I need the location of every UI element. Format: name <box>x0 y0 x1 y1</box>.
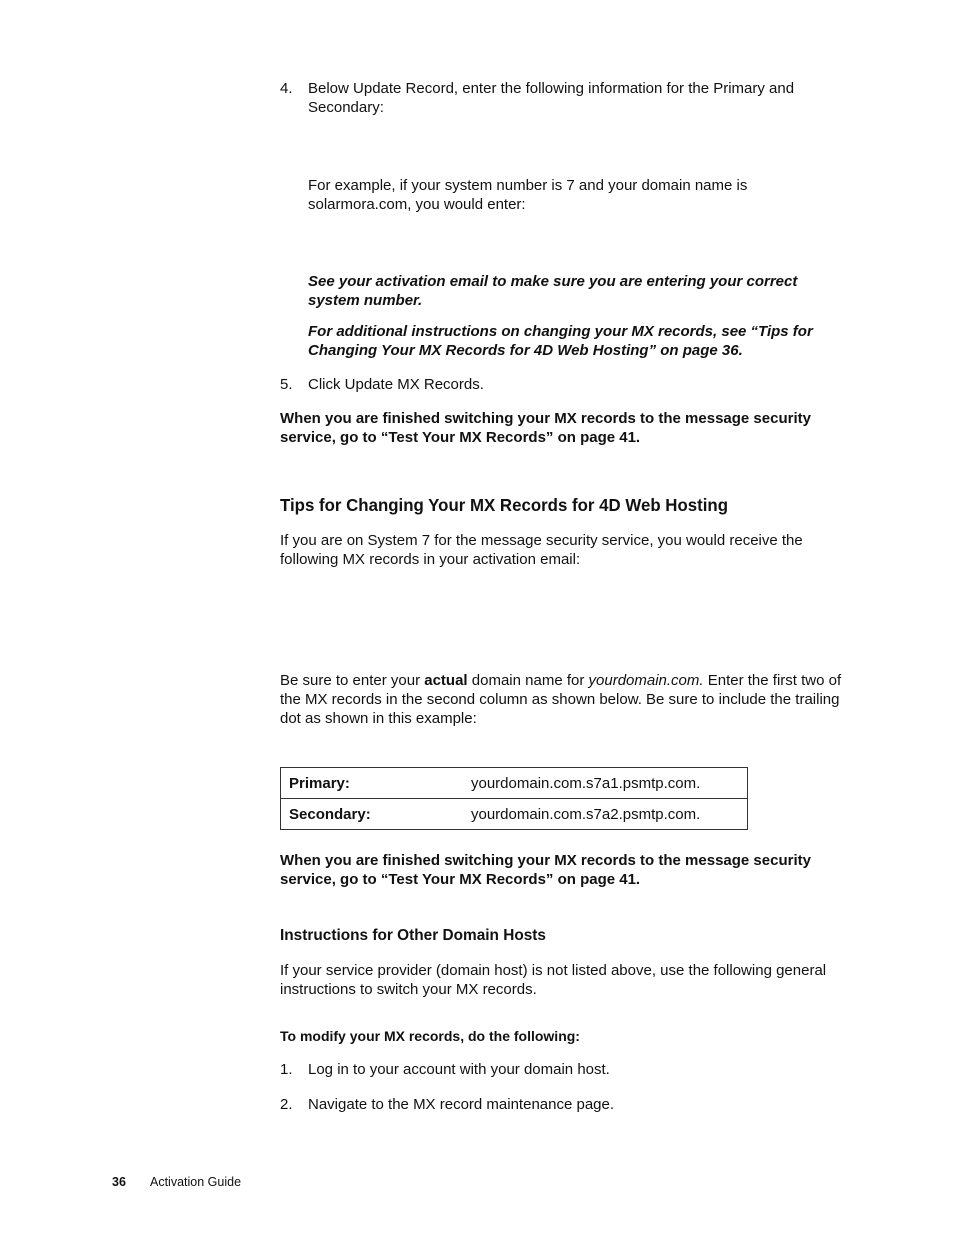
step-number: 4. <box>280 80 293 97</box>
table-cell-value: yourdomain.com.s7a1.psmtp.com. <box>463 768 748 799</box>
step-text: Navigate to the MX record maintenance page. <box>308 1096 615 1113</box>
tips-intro: If you are on System 7 for the message security service, you would receive the following MX records in your activation email: <box>280 532 803 568</box>
table-row <box>281 768 748 799</box>
step-text: Click Update MX Records. <box>308 376 484 393</box>
note-additional-instructions: For additional instructions on changing your MX records, see “Tips for Changing Your MX Records for 4D Web Hosting” on page 36. <box>308 323 813 359</box>
example-text: For example, if your system number is 7 and your domain name is solarmora.com, you would enter: <box>308 177 748 213</box>
step-number: 1. <box>280 1061 293 1078</box>
table-row <box>281 799 748 830</box>
step-text: Log in to your account with your domain host. <box>308 1061 610 1078</box>
procedure-title: To modify your MX records, do the following: <box>280 1028 580 1044</box>
finished-note: When you are finished switching your MX records to the message security service, go to “Test Your MX Records” on page 41. <box>280 410 811 446</box>
section-heading-other-hosts: Instructions for Other Domain Hosts <box>280 927 546 944</box>
page-number: 36 <box>112 1175 126 1189</box>
step-number: 2. <box>280 1096 293 1113</box>
table-cell-value: yourdomain.com.s7a2.psmtp.com. <box>463 799 748 830</box>
tips-paragraph: Be sure to enter your actual domain name for yourdomain.com. Enter the first two of the MX records in the second column as shown below. Be sure to include the trailing dot as shown in this example: <box>280 672 842 727</box>
footer-title: Activation Guide <box>150 1175 242 1189</box>
step-text: Below Update Record, enter the following information for the Primary and Secondary: <box>308 80 795 116</box>
other-hosts-intro: If your service provider (domain host) is not listed above, use the following general instructions to switch your MX records. <box>280 962 827 998</box>
section-heading-tips: Tips for Changing Your MX Records for 4D Web Hosting <box>280 495 728 515</box>
mx-records-table <box>280 767 748 830</box>
finished-note: When you are finished switching your MX records to the message security service, go to “Test Your MX Records” on page 41. <box>280 852 811 888</box>
table-cell-label: Secondary: <box>281 799 464 830</box>
step-number: 5. <box>280 376 293 393</box>
note-activation-email: See your activation email to make sure you are entering your correct system number. <box>308 273 798 309</box>
table-cell-label: Primary: <box>281 768 464 799</box>
